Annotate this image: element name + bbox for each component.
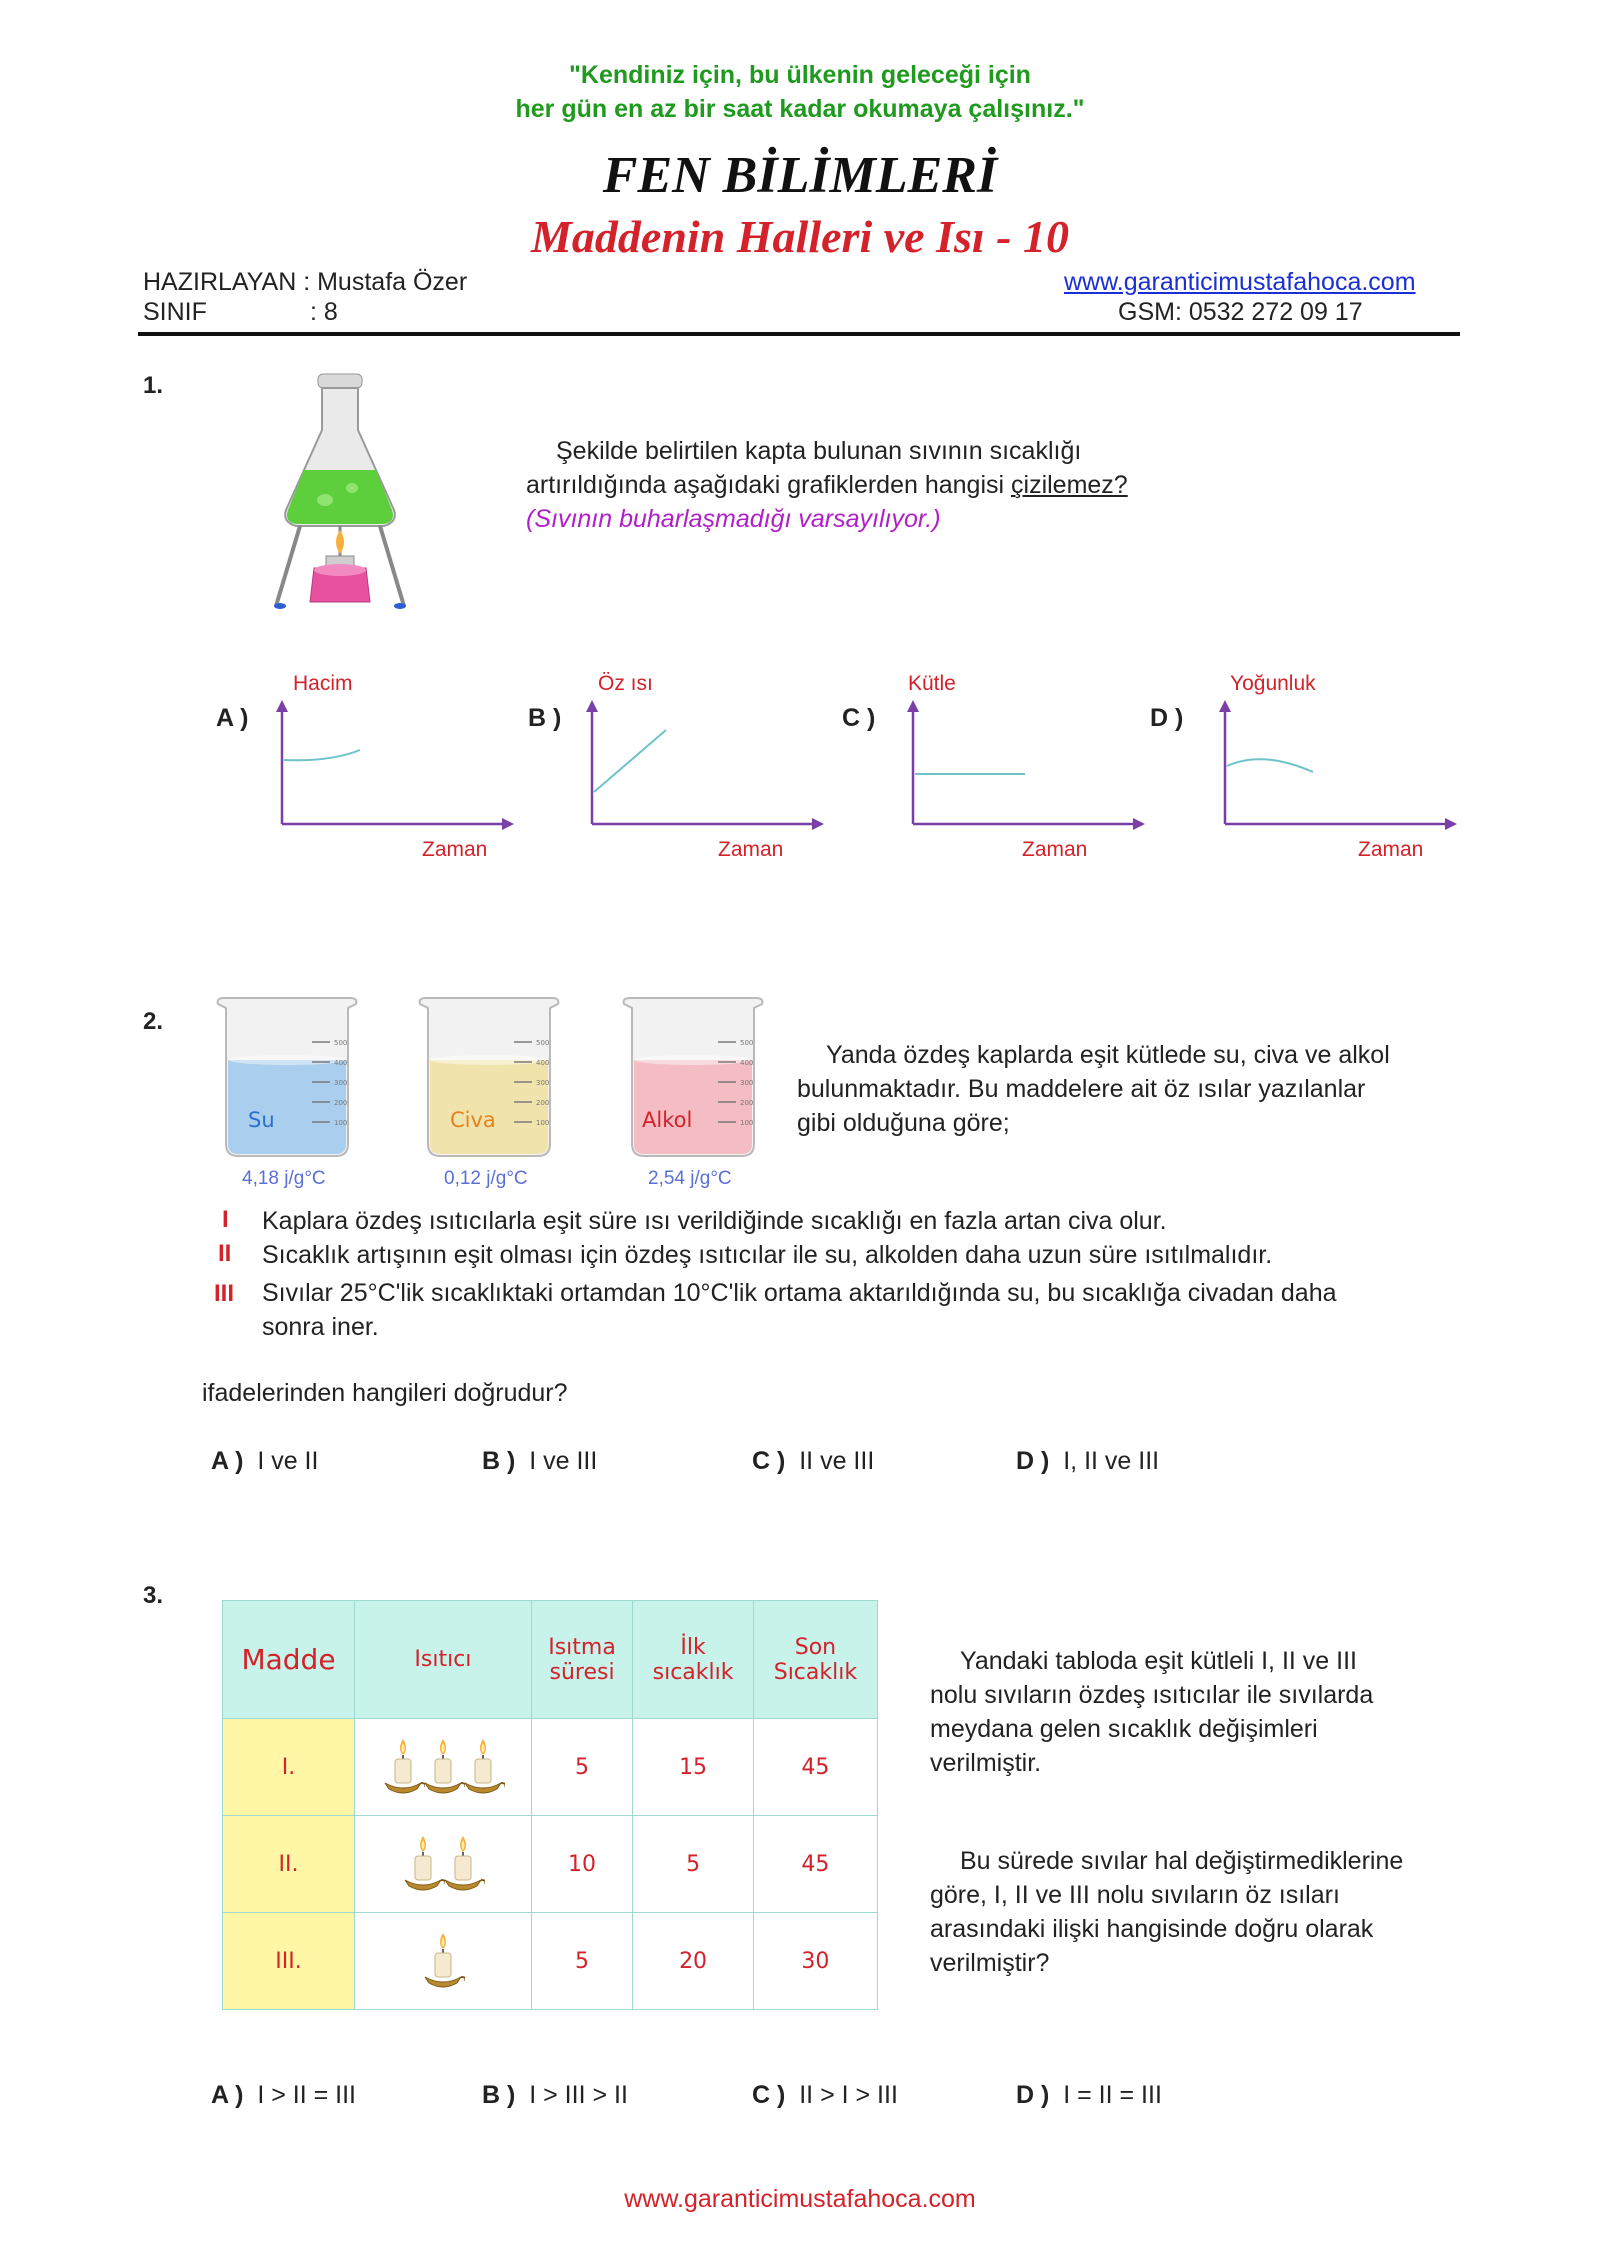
- table-row: [223, 1816, 878, 1913]
- row-1-sure: 5: [531, 1719, 633, 1816]
- beaker-scale-label: 200: [334, 1099, 348, 1107]
- quote-line-1: "Kendiniz için, bu ülkenin geleceği için: [569, 61, 1031, 89]
- q2-answer-b[interactable]: B ) I ve III: [482, 1447, 598, 1475]
- beaker-scale-label: 500: [334, 1039, 348, 1047]
- beaker-scale-label: 100: [740, 1119, 754, 1127]
- q1-option-d-letter[interactable]: D ): [1150, 704, 1184, 732]
- row-1-son: 45: [753, 1719, 877, 1816]
- q1-option-d-ylabel: Yoğunluk: [1230, 672, 1316, 695]
- beaker-scale-label: 100: [536, 1119, 550, 1127]
- question-1-number: 1.: [143, 372, 164, 399]
- q1-option-b-ylabel: Öz ısı: [598, 672, 653, 695]
- statement-3-roman: III: [214, 1280, 235, 1307]
- statement-2-roman: II: [218, 1240, 232, 1267]
- q3-p1-line-2: nolu sıvıların özdeş ısıtıcılar ile sıvılarda: [930, 1681, 1374, 1709]
- candle-icon: [381, 1737, 425, 1797]
- q3-p1-line-4: verilmiştir.: [930, 1749, 1042, 1777]
- q1-option-b-letter[interactable]: B ): [528, 704, 562, 732]
- row-2-heater-candles: [355, 1816, 532, 1913]
- statement-2-text: Sıcaklık artışının eşit olması için özdeş ısıtıcılar ile su, alkolden daha uzun süre ısıtılmalıdır.: [262, 1241, 1273, 1269]
- q3-p2-line-1: Bu sürede sıvılar hal değiştirmediklerine: [960, 1847, 1404, 1875]
- beaker-scale-label: 300: [334, 1079, 348, 1087]
- q1-option-d-xlabel: Zaman: [1358, 838, 1424, 861]
- quote-line-2: her gün en az bir saat kadar okumaya çalışınız.": [515, 95, 1085, 123]
- beaker-3: [618, 994, 768, 1164]
- q1-graph-d: [1213, 700, 1463, 840]
- q3-p2-line-2: göre, I, II ve III nolu sıvıların öz ısıları: [930, 1881, 1340, 1909]
- row-1-ilk: 15: [633, 1719, 754, 1816]
- beaker-scale-label: 500: [536, 1039, 550, 1047]
- beaker-liquid-label: Alkol: [642, 1108, 693, 1132]
- q3-p1-line-3: meydana gelen sıcaklık değişimleri: [930, 1715, 1318, 1743]
- row-3-son: 30: [753, 1913, 877, 2010]
- gsm-number: GSM: 0532 272 09 17: [1118, 298, 1363, 326]
- header-son-sicaklik: Son Sıcaklık: [753, 1601, 877, 1719]
- q1-option-a-ylabel: Hacim: [293, 672, 353, 695]
- beaker-2: [414, 994, 564, 1164]
- website-link[interactable]: www.garanticimustafahoca.com: [1064, 268, 1416, 296]
- class-value: : 8: [310, 298, 338, 326]
- beaker-scale-label: 200: [536, 1099, 550, 1107]
- beaker-scale-label: 300: [536, 1079, 550, 1087]
- beaker-scale-label: 400: [740, 1059, 754, 1067]
- row-2-sure: 10: [531, 1816, 633, 1913]
- header-ilk-sicaklik: İlk sıcaklık: [633, 1601, 754, 1719]
- header-isitma-suresi: Isıtma süresi: [531, 1601, 633, 1719]
- header-madde: Madde: [223, 1601, 355, 1719]
- question-2-text-line-2: bulunmaktadır. Bu maddelere ait öz ısılar yazılanlar: [797, 1075, 1366, 1103]
- q2-answer-c[interactable]: C ) II ve III: [752, 1447, 875, 1475]
- candle-icon: [421, 1737, 465, 1797]
- row-3-ilk: 20: [633, 1913, 754, 2010]
- q3-answer-d[interactable]: D ) I = II = III: [1016, 2081, 1162, 2109]
- candle-icon: [401, 1834, 445, 1894]
- table-row: [223, 1719, 878, 1816]
- row-1-heater-candles: [355, 1719, 532, 1816]
- q1-option-a-xlabel: Zaman: [422, 838, 488, 861]
- candle-icon: [461, 1737, 505, 1797]
- beaker-specific-heat: 0,12 j/g°C: [444, 1168, 528, 1189]
- heating-table: [222, 1600, 878, 2010]
- q3-answer-a[interactable]: A ) I > II = III: [211, 2081, 356, 2109]
- statement-1-text: Kaplara özdeş ısıtıcılarla eşit süre ısı verildiğinde sıcaklığı en fazla artan civa olur.: [262, 1207, 1167, 1235]
- row-3-sure: 5: [531, 1913, 633, 2010]
- header-isitici: Isıtıcı: [355, 1601, 532, 1719]
- q1-option-a-letter[interactable]: A ): [216, 704, 249, 732]
- statement-3-text-cont: sonra iner.: [262, 1313, 379, 1341]
- q1-graph-b: [580, 700, 830, 840]
- q1-graph-a: [270, 700, 520, 840]
- row-2-ilk: 5: [633, 1816, 754, 1913]
- beaker-scale-label: 400: [334, 1059, 348, 1067]
- question-2-text-line-1: Yanda özdeş kaplarda eşit kütlede su, civa ve alkol: [826, 1041, 1390, 1069]
- beaker-liquid-label: Civa: [450, 1108, 496, 1132]
- q2-answer-d[interactable]: D ) I, II ve III: [1016, 1447, 1160, 1475]
- q1-graph-a-curve: [284, 750, 360, 760]
- table-row: [223, 1913, 878, 2010]
- row-2-madde: II.: [223, 1816, 355, 1913]
- candle-icon: [421, 1931, 465, 1991]
- beaker-specific-heat: 2,54 j/g°C: [648, 1168, 732, 1189]
- beaker-1: [212, 994, 362, 1164]
- beaker-scale-label: 100: [334, 1119, 348, 1127]
- q1-option-c-ylabel: Kütle: [908, 672, 956, 695]
- question-1-text-line-1: Şekilde belirtilen kapta bulunan sıvının sıcaklığı: [556, 437, 1082, 465]
- statement-1-roman: I: [222, 1206, 229, 1233]
- q1-option-c-xlabel: Zaman: [1022, 838, 1088, 861]
- beaker-specific-heat: 4,18 j/g°C: [242, 1168, 326, 1189]
- flask-burner-illustration: [270, 370, 410, 610]
- q2-answer-a[interactable]: A ) I ve II: [211, 1447, 319, 1475]
- question-1-note: (Sıvının buharlaşmadığı varsayılıyor.): [526, 505, 941, 533]
- candle-icon: [441, 1834, 485, 1894]
- question-3-number: 3.: [143, 1582, 164, 1609]
- q1-graph-d-curve: [1227, 759, 1313, 772]
- beaker-scale-label: 500: [740, 1039, 754, 1047]
- q3-p2-line-4: verilmiştir?: [930, 1949, 1050, 1977]
- question-2-number: 2.: [143, 1008, 164, 1035]
- header-rule: [138, 332, 1460, 336]
- beaker-scale-label: 300: [740, 1079, 754, 1087]
- row-1-madde: I.: [223, 1719, 355, 1816]
- q3-answer-b[interactable]: B ) I > III > II: [482, 2081, 628, 2109]
- q3-p1-line-1: Yandaki tabloda eşit kütleli I, II ve III: [960, 1647, 1357, 1675]
- beaker-scale-label: 400: [536, 1059, 550, 1067]
- statement-3-text: Sıvılar 25°C'lik sıcaklıktaki ortamdan 10°C'lik ortama aktarıldığında su, bu sıcaklığa civadan daha: [262, 1279, 1337, 1307]
- row-3-heater-candles: [355, 1913, 532, 2010]
- class-label: SINIF: [143, 298, 207, 326]
- q1-option-b-xlabel: Zaman: [718, 838, 784, 861]
- question-1-text-line-2: artırıldığında aşağıdaki grafiklerden hangisi çizilemez?: [526, 471, 1128, 499]
- beaker-scale-label: 200: [740, 1099, 754, 1107]
- q1-option-c-letter[interactable]: C ): [842, 704, 876, 732]
- q1-graph-c: [901, 700, 1151, 840]
- table-header-row: [223, 1601, 878, 1719]
- row-2-son: 45: [753, 1816, 877, 1913]
- q3-answer-c[interactable]: C ) II > I > III: [752, 2081, 898, 2109]
- beaker-liquid-label: Su: [248, 1108, 275, 1132]
- footer-website[interactable]: www.garanticimustafahoca.com: [624, 2185, 976, 2213]
- row-3-madde: III.: [223, 1913, 355, 2010]
- question-2-prompt: ifadelerinden hangileri doğrudur?: [202, 1379, 568, 1407]
- question-2-text-line-3: gibi olduğuna göre;: [797, 1109, 1010, 1137]
- q3-p2-line-3: arasındaki ilişki hangisinde doğru olarak: [930, 1915, 1374, 1943]
- q1-graph-b-line: [594, 730, 666, 792]
- page-title: FEN BİLİMLERİ: [602, 147, 998, 204]
- page-subtitle: Maddenin Halleri ve Isı - 10: [531, 211, 1069, 262]
- prepared-by: HAZIRLAYAN : Mustafa Özer: [143, 268, 468, 296]
